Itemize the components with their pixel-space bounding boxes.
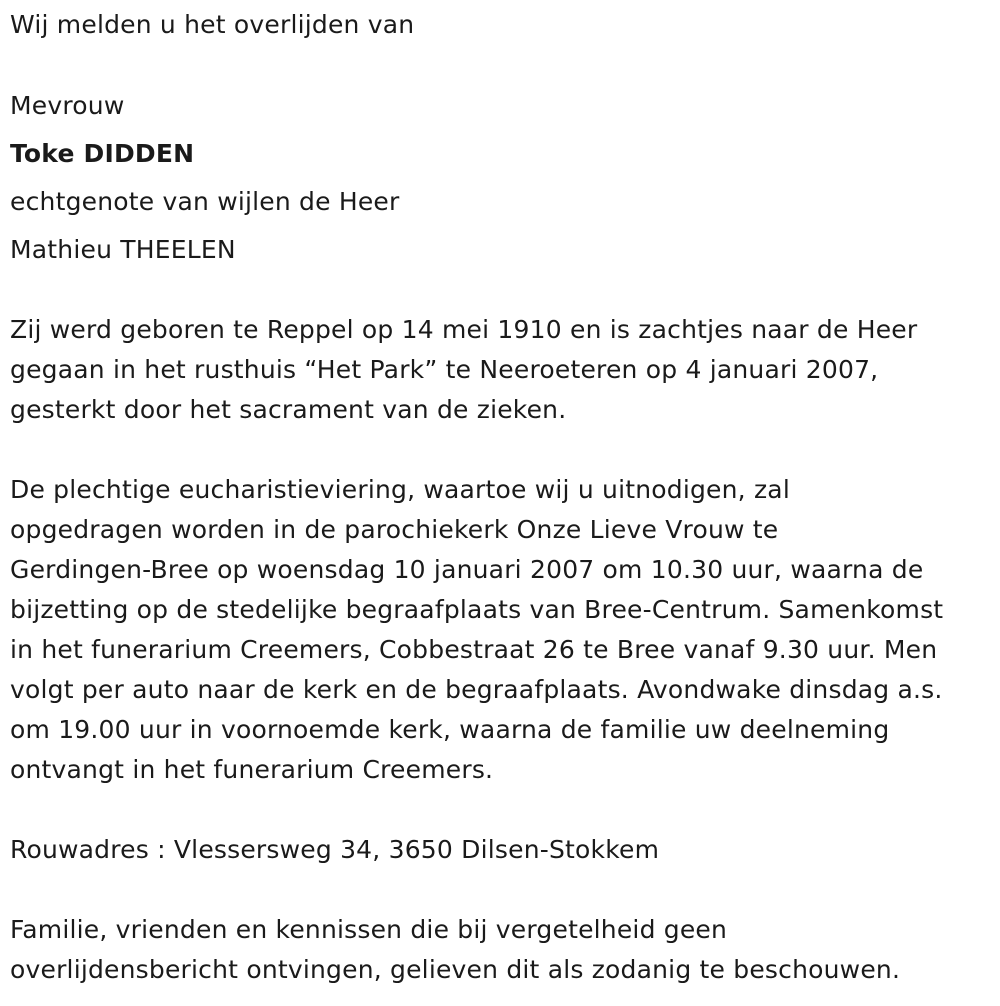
deceased-name: Toke DIDDEN bbox=[10, 139, 195, 168]
ceremony-line: ontvangt in het funerarium Creemers. bbox=[10, 755, 494, 784]
birth-death-line: gegaan in het rusthuis “Het Park” te Neeroeteren op 4 januari 2007, bbox=[10, 355, 879, 384]
ceremony-line: De plechtige eucharistieviering, waartoe wij u uitnodigen, zal bbox=[10, 475, 790, 504]
closing-line: overlijdensbericht ontvingen, gelieven dit als zodanig te beschouwen. bbox=[10, 955, 901, 984]
salutation: Mevrouw bbox=[10, 91, 125, 120]
ceremony-line: Gerdingen-Bree op woensdag 10 januari 2007 om 10.30 uur, waarna de bbox=[10, 555, 924, 584]
ceremony-line: volgt per auto naar de kerk en de begraafplaats. Avondwake dinsdag a.s. bbox=[10, 675, 943, 704]
birth-death-line: Zij werd geboren te Reppel op 14 mei 1910 en is zachtjes naar de Heer bbox=[10, 315, 918, 344]
closing-line: Familie, vrienden en kennissen die bij vergetelheid geen bbox=[10, 915, 728, 944]
ceremony-line: bijzetting op de stedelijke begraafplaats van Bree-Centrum. Samenkomst bbox=[10, 595, 944, 624]
ceremony-line: opgedragen worden in de parochiekerk Onze Lieve Vrouw te bbox=[10, 515, 779, 544]
birth-death-line: gesterkt door het sacrament van de zieken. bbox=[10, 395, 567, 424]
intro-text: Wij melden u het overlijden van bbox=[10, 10, 415, 39]
ceremony-line: in het funerarium Creemers, Cobbestraat 26 te Bree vanaf 9.30 uur. Men bbox=[10, 635, 938, 664]
mourning-address: Rouwadres : Vlessersweg 34, 3650 Dilsen-Stokkem bbox=[10, 835, 660, 864]
ceremony-line: om 19.00 uur in voornoemde kerk, waarna de familie uw deelneming bbox=[10, 715, 890, 744]
relation-text: echtgenote van wijlen de Heer bbox=[10, 187, 400, 216]
spouse-name: Mathieu THEELEN bbox=[10, 235, 236, 264]
